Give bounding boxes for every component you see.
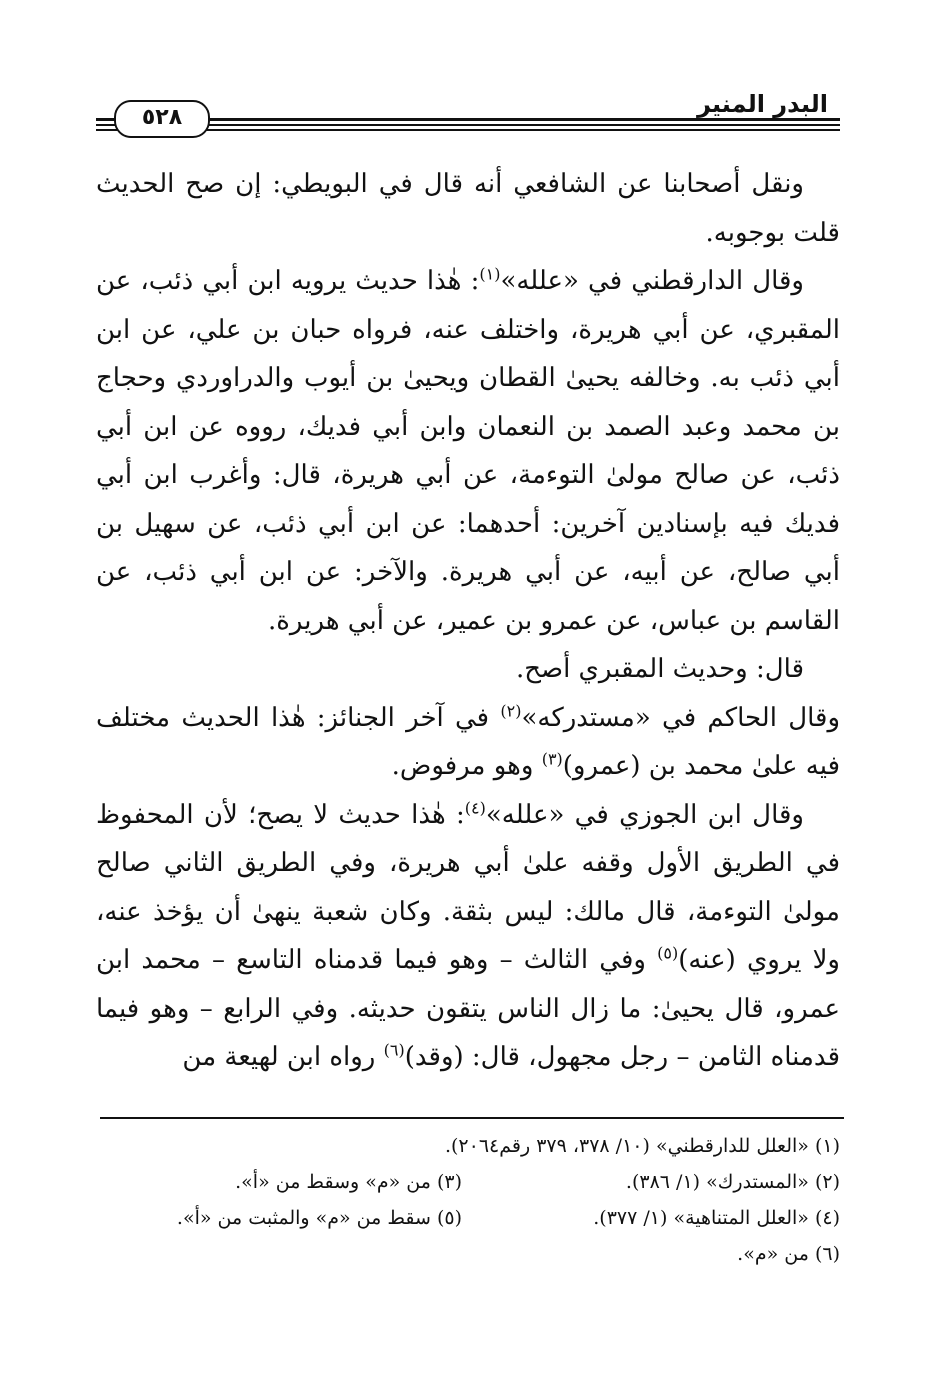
paragraph-2-text-a: وقال الدارقطني في «علله»	[500, 266, 804, 296]
paragraph-2-text-b: : هٰذا حديث يرويه ابن أبي ذئب، عن المقبري، عن أبي هريرة، واختلف عنه، فرواه حبان بن علي، عن ابن أبي ذئب به. وخالفه يحيىٰ القطان ويحيىٰ بن أيوب والدراوردي وحجاج بن محمد وعبد الصمد بن النعمان وابن أبي فديك، رووه عن ابن أبي ذئب، عن صالح مولىٰ التوءمة، عن أبي هريرة، قال: وأغرب ابن أبي فديك فيه بإسنادين آخرين: أحدهما: عن ابن أبي ذئب، عن سهيل بن أبي صالح، عن أبيه، عن أبي هريرة. والآخر: عن ابن أبي ذئب، عن القاسم بن عباس، عن عمرو بن عمير، عن أبي هريرة.	[96, 266, 840, 636]
main-text	[96, 160, 840, 1082]
paragraph-2	[96, 257, 840, 645]
paragraph-3-text: قال: وحديث المقبري أصح.	[515, 654, 804, 684]
paragraph-5-text-a: وقال ابن الجوزي في «علله»	[485, 799, 804, 830]
paragraph-4	[96, 694, 840, 791]
footnote-5: (٥) سقط من «م» والمثبت من «أ».	[176, 1207, 462, 1229]
footnote-row-2	[96, 1164, 840, 1200]
paragraph-4-text-c: وهو مرفوض.	[391, 751, 542, 781]
footnote-ref-5: (٥)	[657, 943, 679, 963]
footnote-ref-3: (٣)	[541, 749, 563, 769]
footnote-1: (١) «العلل للدارقطني» (١٠/ ٣٧٨، ٣٧٩ رقم٢٠٦٤).	[444, 1135, 840, 1157]
footnote-6: (٦) من «م».	[737, 1243, 840, 1265]
paragraph-5-text-b: : هٰذا حديث لا يصح؛ لأن المحفوظ في الطريق الأول وقفه علىٰ أبي هريرة، وفي الطريق الثاني صالح مولىٰ التوءمة، قال مالك: ليس بثقة. وكان شعبة ينهىٰ أن يؤخذ عنه، ولا يروي (عنه)	[96, 799, 840, 975]
paragraph-1-text: ونقل أصحابنا عن الشافعي أنه قال في البويطي: إن صح الحديث قلت بوجوبه.	[96, 169, 840, 248]
footnote-ref-2: (٢)	[500, 700, 522, 720]
footnote-ref-4: (٤)	[464, 797, 486, 817]
footnote-row-3	[96, 1200, 840, 1236]
footnote-separator	[100, 1117, 844, 1119]
paragraph-4-text-b: في آخر الجنائز: هٰذا الحديث مختلف فيه علىٰ محمد بن (عمرو)	[96, 702, 840, 781]
footnote-ref-1: (١)	[479, 264, 501, 284]
footnote-3: (٣) من «م» وسقط من «أ».	[235, 1171, 462, 1193]
book-title: البدر المنير	[697, 90, 828, 118]
footnotes	[96, 1128, 840, 1272]
footnote-ref-6: (٦)	[383, 1040, 405, 1060]
paragraph-3	[96, 645, 840, 694]
paragraph-5-text-c: وفي الثالث – وهو فيما قدمناه التاسع – محمد ابن عمرو، قال يحيىٰ: ما زال الناس يتقون حديثه. وفي الرابع – وهو فيما قدمناه الثامن – رجل مجهول، قال: (وقد)	[96, 945, 840, 1072]
footnote-4: (٤) «العلل المتناهية» (١/ ٣٧٧).	[593, 1207, 840, 1229]
running-header	[96, 84, 840, 140]
paragraph-5-text-d: رواه ابن لهيعة من	[182, 1042, 384, 1072]
paragraph-4-text-a: وقال الحاكم في «مستدركه»	[521, 702, 840, 733]
footnote-row-4	[96, 1236, 840, 1272]
paragraph-1	[96, 160, 840, 257]
footnote-2: (٢) «المستدرك» (١/ ٣٨٦).	[625, 1171, 840, 1193]
paragraph-5	[96, 791, 840, 1082]
footnote-row-1	[96, 1128, 840, 1164]
page-number: ٥٢٨	[114, 100, 210, 138]
